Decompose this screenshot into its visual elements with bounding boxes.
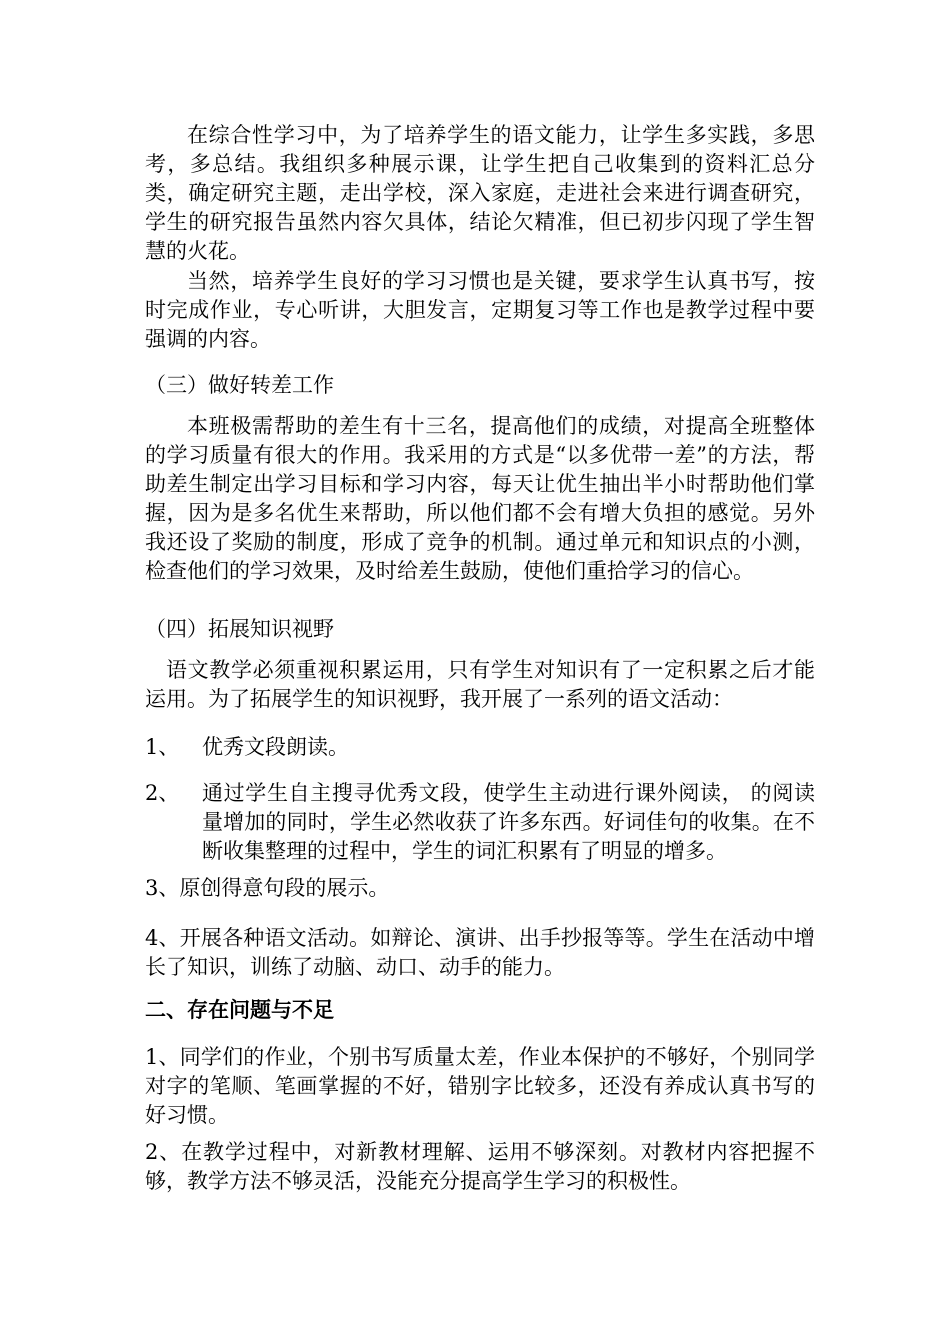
paragraph-problem-homework: 1、同学们的作业，个别书写质量太差，作业本保护的不够好，个别同学对字的笔顺、笔画掌握的不好，错别字比较多，还没有养成认真书写的好习惯。 — [145, 1045, 815, 1127]
list-item-language-activities: 4、开展各种语文活动。如辩论、演讲、出手抄报等等。学生在活动中增长了知识，训练了动脑、动口、动手的能力。 — [145, 926, 815, 979]
list-text: 优秀文段朗读。 — [202, 735, 349, 759]
paragraph-weak-students: 本班极需帮助的差生有十三名，提高他们的成绩，对提高全班整体的学习质量有很大的作用。我采用的方式是“以多优带一差”的方法，帮助差生制定出学习目标和学习内容，每天让优生抽出半小时帮助他们掌握，因为是多名优生来帮助，所以他们都不会有增大负担的感觉。另外我还设了奖励的制度，形成了竞争的机制。通过单元和知识点的小测，检查他们的学习效果，及时给差生鼓励，使他们重拾学习的信心。 — [145, 414, 815, 583]
paragraph-study-habits: 当然，培养学生良好的学习习惯也是关键，要求学生认真书写，按时完成作业，专心听讲，大胆发言，定期复习等工作也是教学过程中要强调的内容。 — [145, 269, 815, 351]
list-item-original-sentences: 3、原创得意句段的展示。 — [145, 876, 390, 900]
paragraph-comprehensive-learning: 在综合性学习中，为了培养学生的语文能力，让学生多实践，多思考，多总结。我组织多种展示课，让学生把自己收集到的资料汇总分类，确定研究主题，走出学校，深入家庭，走进社会来进行调查研究，学生的研究报告虽然内容欠具体，结论欠精准，但已初步闪现了学生智慧的火花。 — [145, 123, 815, 263]
paragraph-expand-knowledge: 语文教学必须重视积累运用，只有学生对知识有了一定积累之后才能运用。为了拓展学生的知识视野，我开展了一系列的语文活动： — [145, 658, 815, 711]
heading-expand-knowledge: （四）拓展知识视野 — [145, 617, 334, 641]
paragraph-problem-teaching: 2、在教学过程中，对新教材理解、运用不够深刻。对教材内容把握不够，教学方法不够灵活，没能充分提高学生学习的积极性。 — [145, 1140, 815, 1193]
heading-transform-weak-students: （三）做好转差工作 — [145, 373, 334, 397]
list-number: 2、 — [145, 781, 180, 805]
section-heading-problems: 二、存在问题与不足 — [145, 998, 334, 1022]
list-item — [145, 779, 815, 866]
list-item — [145, 733, 815, 762]
list-text: 通过学生自主搜寻优秀文段，使学生主动进行课外阅读， 的阅读量增加的同时，学生必然收获了许多东西。好词佳句的收集。在不断收集整理的过程中，学生的词汇积累有了明显的增多。 — [202, 781, 815, 863]
list-number: 1、 — [145, 735, 180, 759]
